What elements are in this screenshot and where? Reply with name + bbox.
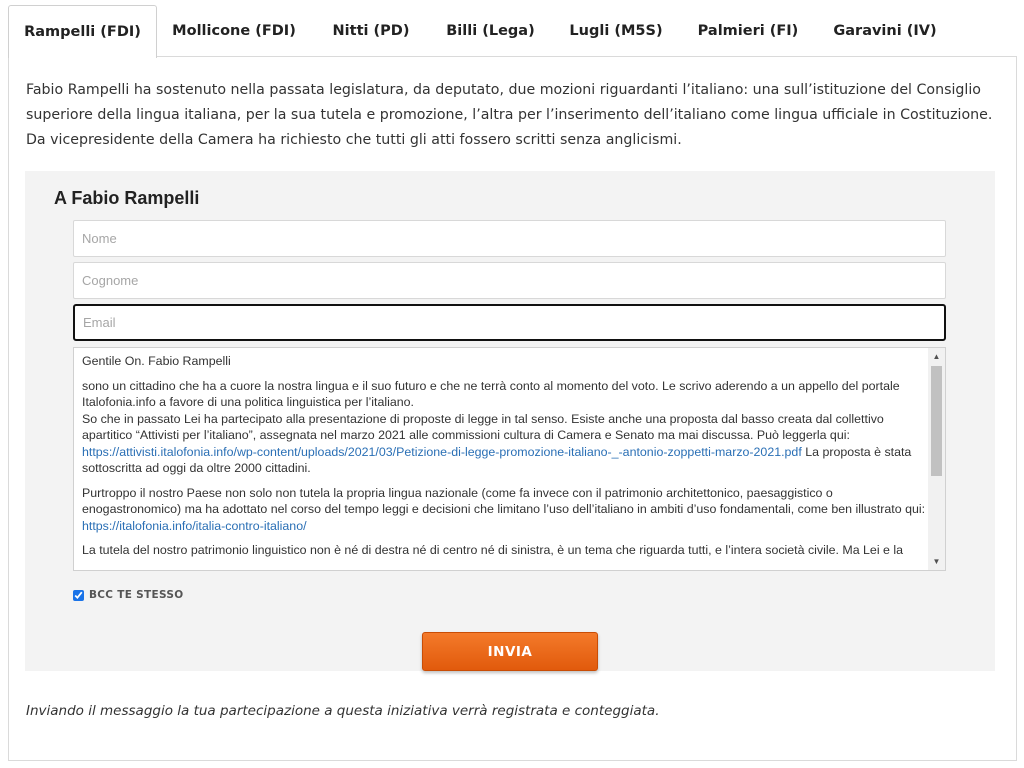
tab-bar — [8, 5, 1017, 57]
tab-garavini[interactable]: Garavini (IV) — [833, 23, 937, 39]
italofonia-link[interactable]: https://italofonia.info/italia-contro-italiano/ — [82, 518, 307, 533]
message-textarea[interactable] — [73, 347, 946, 571]
message-paragraph: sono un cittadino che ha a cuore la nostra lingua e il suo futuro e che ne terrà conto al momento del voto. Le scrivo aderendo a un appello del portale Italofonia.info a favore di una politica linguistica per l’italiano. — [82, 378, 900, 409]
participation-note: Inviando il messaggio la tua partecipazione a questa iniziativa verrà registrata e conteggiata. — [26, 703, 660, 719]
form-title: A Fabio Rampelli — [54, 188, 200, 208]
message-paragraph: So che in passato Lei ha partecipato alla presentazione di proposte di legge in tal senso. Esiste anche una proposta dal basso creata dal collettivo apartitico “Attivisti per l’italiano”, assegnata nel marzo 2021 alle commissioni cultura di Camera e Senato ma mai discussa. Può leggerla qui: — [82, 411, 884, 442]
scroll-up-icon[interactable]: ▲ — [932, 352, 941, 361]
tab-mollicone[interactable]: Mollicone (FDI) — [172, 23, 296, 39]
message-greeting: Gentile On. Fabio Rampelli — [82, 354, 231, 368]
letter-form — [25, 171, 995, 671]
tab-palmieri[interactable]: Palmieri (FI) — [697, 23, 799, 39]
bcc-option[interactable] — [73, 589, 183, 601]
message-content[interactable] — [82, 353, 927, 567]
bcc-checkbox[interactable] — [73, 590, 84, 601]
scroll-thumb[interactable] — [931, 366, 942, 476]
tab-nitti[interactable]: Nitti (PD) — [332, 23, 410, 39]
message-paragraph: La tutela del nostro patrimonio linguistico non è né di destra né di centro né di sinistra, è un tema che riguarda tutti, e l’intera società civile. Ma Lei e la — [82, 543, 903, 557]
tab-billi[interactable]: Billi (Lega) — [446, 23, 535, 39]
petition-link[interactable]: https://attivisti.italofonia.info/wp-content/uploads/2021/03/Petizione-di-legge-promozione-italiano-_-antonio-zoppetti-marzo-2021.pdf — [82, 444, 802, 459]
send-button[interactable]: INVIA — [422, 632, 598, 671]
message-paragraph: La proposta è stata sottoscritta ad oggi da oltre 2000 cittadini. — [82, 444, 912, 475]
tab-lugli[interactable]: Lugli (M5S) — [569, 23, 663, 39]
scroll-down-icon[interactable]: ▼ — [932, 557, 941, 566]
bcc-label: BCC TE STESSO — [89, 589, 184, 601]
first-name-field[interactable] — [73, 220, 946, 257]
message-scrollbar[interactable] — [928, 348, 945, 570]
tab-rampelli[interactable]: Rampelli (FDI) — [8, 5, 157, 58]
last-name-field[interactable] — [73, 262, 946, 299]
email-field[interactable] — [73, 304, 946, 341]
message-paragraph: Purtroppo il nostro Paese non solo non tutela la propria lingua nazionale (come fa invece con il patrimonio architettonico, paesaggistico o enogastronomico) ma ha adottato nel corso del tempo leggi e decisioni che limitano l’uso dell’italiano in ambiti d’uso fondamentali, come ben illustrato qui: — [82, 485, 926, 516]
intro-text: Fabio Rampelli ha sostenuto nella passata legislatura, da deputato, due mozioni riguardanti l’italiano: una sull’istituzione del Consiglio superiore della lingua italiana, per la sua tutela e promozione, l’altra per l’inserimento dell’italiano come lingua ufficiale in Costituzione. Da vicepresidente della Camera ha richiesto che tutti gli atti fossero scritti senza anglicismi. — [26, 82, 993, 148]
